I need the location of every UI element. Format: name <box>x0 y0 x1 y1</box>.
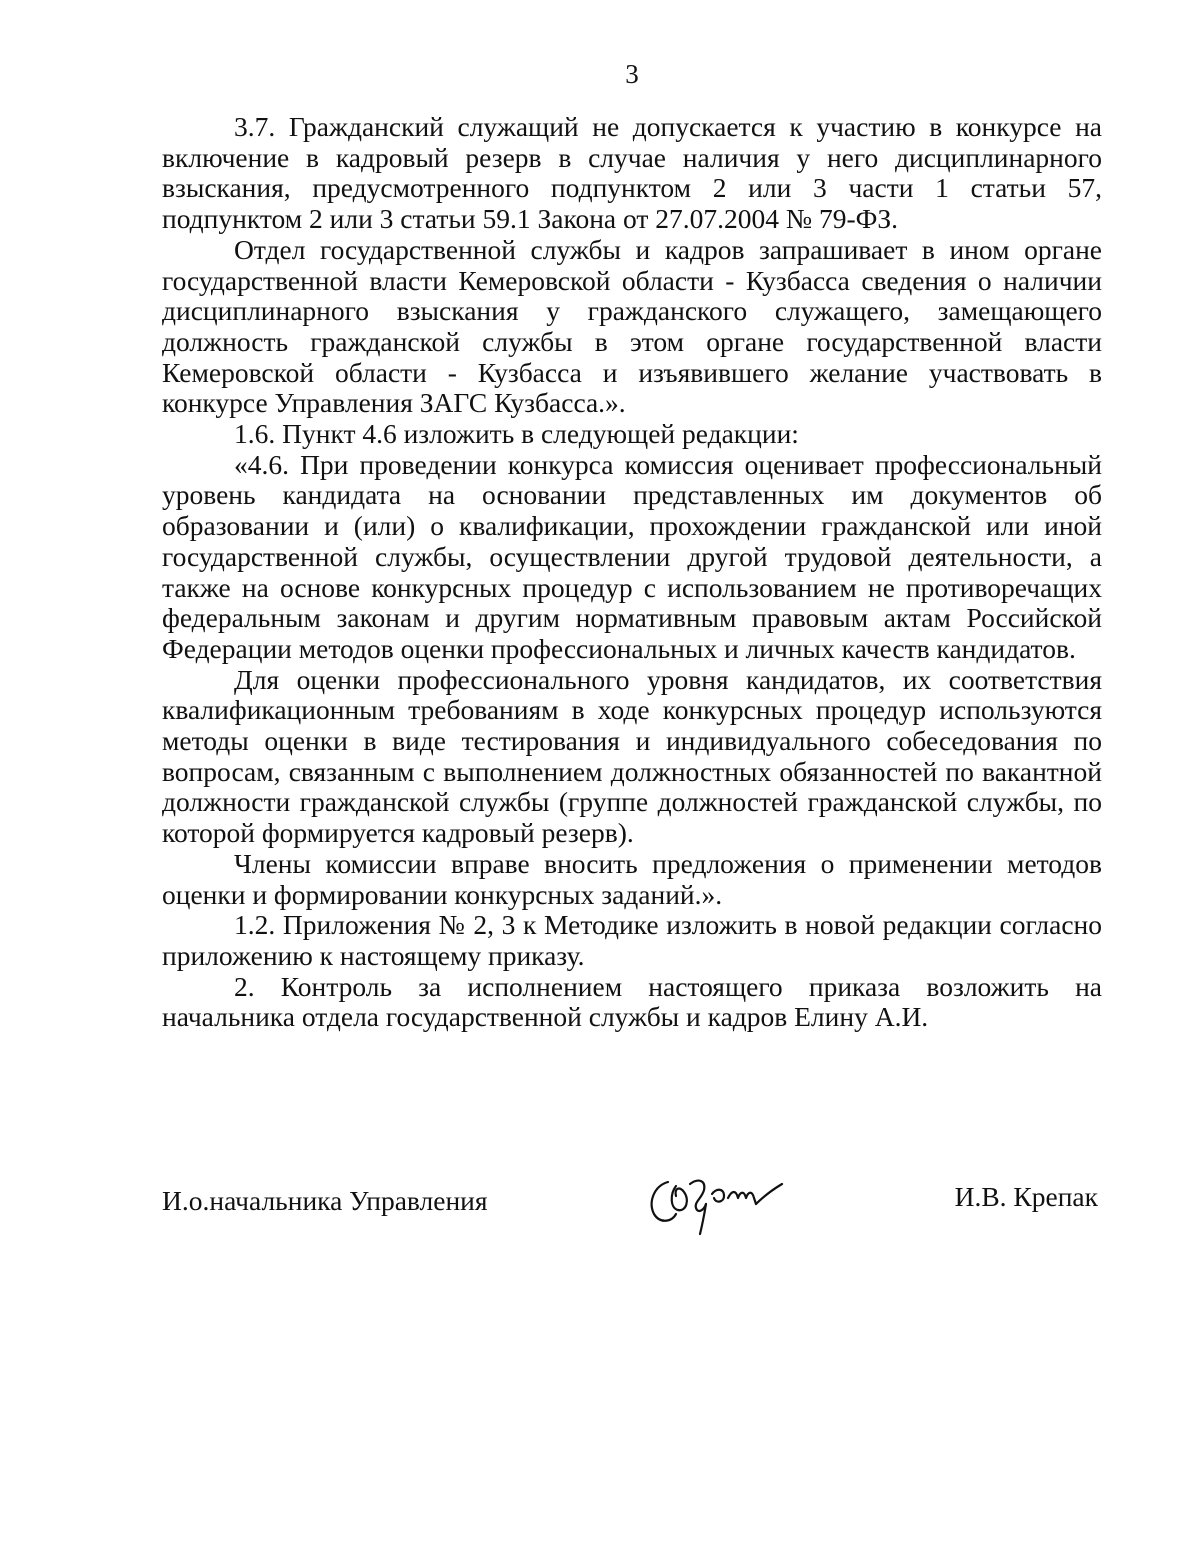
paragraph-1-6: 1.6. Пункт 4.6 изложить в следующей редакции: <box>234 418 799 450</box>
page-number: 3 <box>625 59 639 89</box>
signer-title: И.о.начальника Управления <box>162 1185 488 1216</box>
signature-block <box>162 1172 1102 1232</box>
paragraph-assessment-methods: Для оценки профессионального уровня кандидатов, их соответствия квалификационным требованиям в ходе конкурсных процедур используются методы оценки в виде тестирования и индивидуального собеседования по вопросам, связанным с выполнением должностных обязанностей по вакантной должности гражданской службы (группе должностей гражданской службы, по которой формируется кадровый резерв). <box>162 663 1102 849</box>
paragraph-3-7: 3.7. Гражданский служащий не допускается к участию в конкурсе на включение в кадровый резерв в случае наличия у него дисциплинарного взыскания, предусмотренного подпунктом 2 или 3 части 1 статьи 57, подпунктом 2 или 3 статьи 59.1 Закона от 27.07.2004 № 79-ФЗ. <box>162 111 1102 235</box>
document-body <box>162 112 1102 1033</box>
handwritten-signature <box>646 1164 796 1236</box>
paragraph-commission-members: Члены комиссии вправе вносить предложения о применении методов оценки и формировании конкурсных заданий.». <box>162 847 1102 910</box>
paragraph-1-2: 1.2. Приложения № 2, 3 к Методике изложить в новой редакции согласно приложению к настоящему приказу. <box>162 909 1102 971</box>
paragraph-2-control: 2. Контроль за исполнением настоящего приказа возложить на начальника отдела государственной службы и кадров Елину А.И. <box>162 970 1102 1033</box>
paragraph-4-6: «4.6. При проведении конкурса комиссия оценивает профессиональный уровень кандидата на основании представленных им документов об образовании и (или) о квалификации, прохождении гражданской или иной государственной службы, осуществлении другой трудовой деятельности, а также на основе конкурсных процедур с использованием не противоречащих федеральным законам и другим нормативным правовым актам Российской Федерации методов оценки профессиональных и личных качеств кандидатов. <box>162 448 1102 664</box>
signer-name: И.В. Крепак <box>954 1181 1098 1212</box>
paragraph-hr-request: Отдел государственной службы и кадров запрашивает в ином органе государственной власти Кемеровской области - Кузбасса сведения о наличии дисциплинарного взыскания у гражданского служащего, замещающего должность гражданской службы в этом органе государственной власти Кемеровской области - Кузбасса и изъявившего желание участвовать в конкурсе Управления ЗАГС Кузбасса.». <box>162 233 1102 419</box>
